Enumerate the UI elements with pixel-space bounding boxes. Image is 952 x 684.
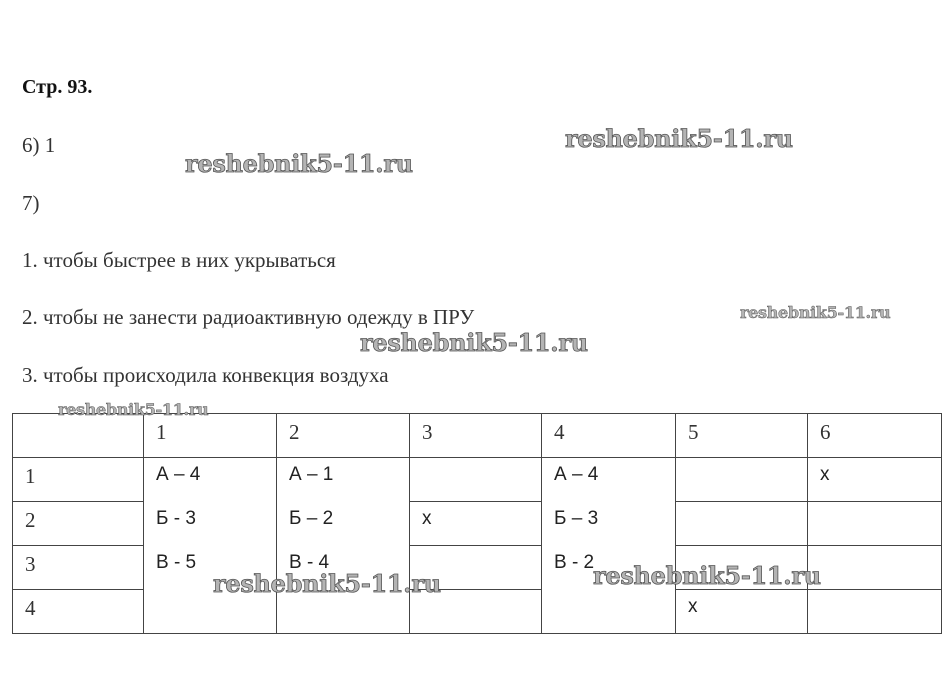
table-cell: А – 4	[156, 464, 201, 485]
row-label: 1	[13, 458, 144, 502]
watermark-text: reshebnik5-11.ru	[565, 124, 793, 153]
table-header-cell: 2	[277, 414, 410, 458]
col4-answers	[542, 458, 676, 634]
row-label: 2	[13, 502, 144, 546]
table-cell: х	[676, 590, 808, 634]
table-cell: Б - 3	[156, 508, 196, 529]
table-header-cell: 3	[410, 414, 542, 458]
watermark-text: reshebnik5-11.ru	[213, 569, 441, 598]
col1-answers	[144, 458, 277, 634]
table-cell	[676, 458, 808, 502]
answer-6: 6) 1	[22, 133, 56, 157]
answer-point-2: 2. чтобы не занести радиоактивную одежду в ПРУ	[22, 305, 475, 329]
table-row	[13, 458, 942, 502]
table-header-cell: 4	[542, 414, 676, 458]
table-cell: Б – 3	[554, 508, 599, 529]
watermark-text: reshebnik5-11.ru	[593, 561, 821, 590]
watermark-text: reshebnik5-11.ru	[740, 303, 891, 322]
table-cell: х	[410, 502, 542, 546]
table-cell	[808, 590, 942, 634]
table-cell	[808, 502, 942, 546]
row-label: 4	[13, 590, 144, 634]
table-header-row	[13, 414, 942, 458]
table-cell	[410, 458, 542, 502]
table-cell: А – 4	[554, 464, 599, 485]
table-cell: х	[808, 458, 942, 502]
watermark-text: reshebnik5-11.ru	[185, 149, 413, 178]
watermark-text: reshebnik5-11.ru	[360, 328, 588, 357]
table-header-cell: 5	[676, 414, 808, 458]
answer-point-1: 1. чтобы быстрее в них укрываться	[22, 248, 336, 272]
answer-table	[12, 413, 942, 634]
table-cell: В - 2	[554, 552, 595, 573]
table-header-cell	[13, 414, 144, 458]
table-header-cell: 1	[144, 414, 277, 458]
answer-7: 7)	[22, 191, 40, 215]
row-label: 3	[13, 546, 144, 590]
watermark-text: reshebnik5-11.ru	[58, 400, 209, 419]
col2-answers	[277, 458, 410, 634]
table-header-cell: 6	[808, 414, 942, 458]
table-cell: В - 4	[289, 552, 330, 573]
table-cell	[676, 502, 808, 546]
answer-point-3: 3. чтобы происходила конвекция воздуха	[22, 363, 389, 387]
table-cell: В - 5	[156, 552, 197, 573]
table-cell	[808, 546, 942, 590]
page-heading: Стр. 93.	[22, 76, 93, 98]
table-cell: Б – 2	[289, 508, 334, 529]
table-cell: А – 1	[289, 464, 334, 485]
